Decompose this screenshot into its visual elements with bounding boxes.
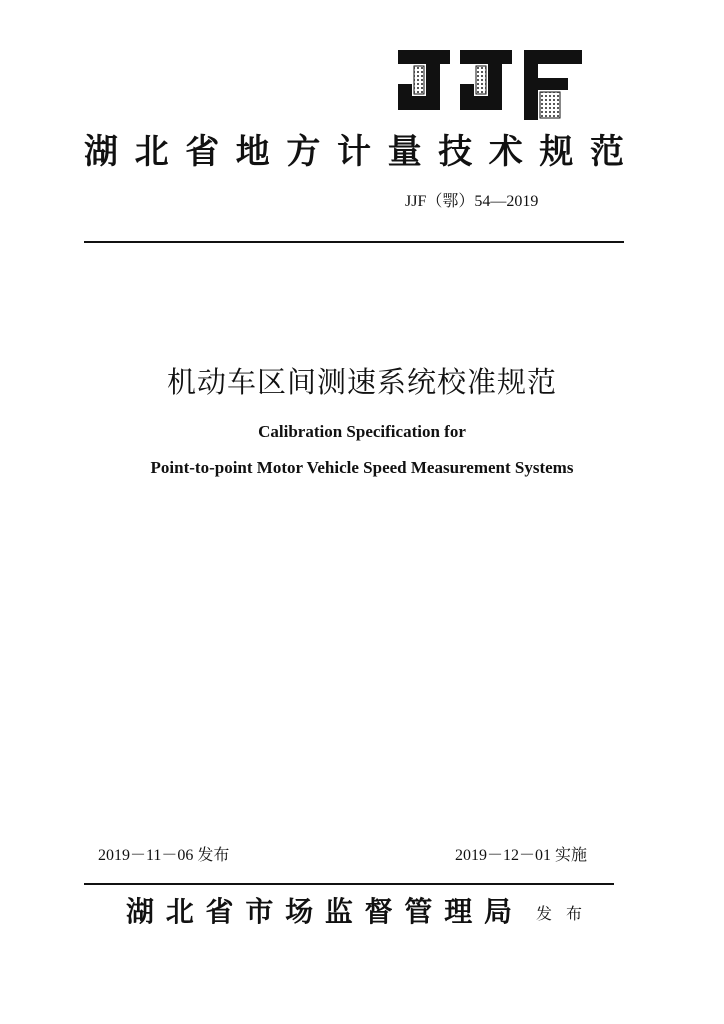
agency-name: 湖北省地方计量技术规范 — [84, 132, 624, 172]
document-title-english-line2: Point-to-point Motor Vehicle Speed Measurement Systems — [150, 458, 574, 477]
jjf-logo — [392, 46, 588, 126]
header-divider — [84, 241, 624, 243]
document-code: JJF（鄂）54—2019 — [405, 193, 539, 210]
footer-divider — [84, 883, 614, 885]
issuer-suffix: 发布 — [536, 904, 582, 923]
publish-date: 2019－11－06 发布 — [98, 847, 230, 864]
issuer-name: 湖北省市场监督管理局 — [126, 895, 512, 928]
document-title-chinese: 机动车区间测速系统校准规范 — [166, 365, 557, 399]
implement-date: 2019－12－01 实施 — [455, 847, 588, 864]
document-title-english-line1: Calibration Specification for — [258, 422, 466, 441]
